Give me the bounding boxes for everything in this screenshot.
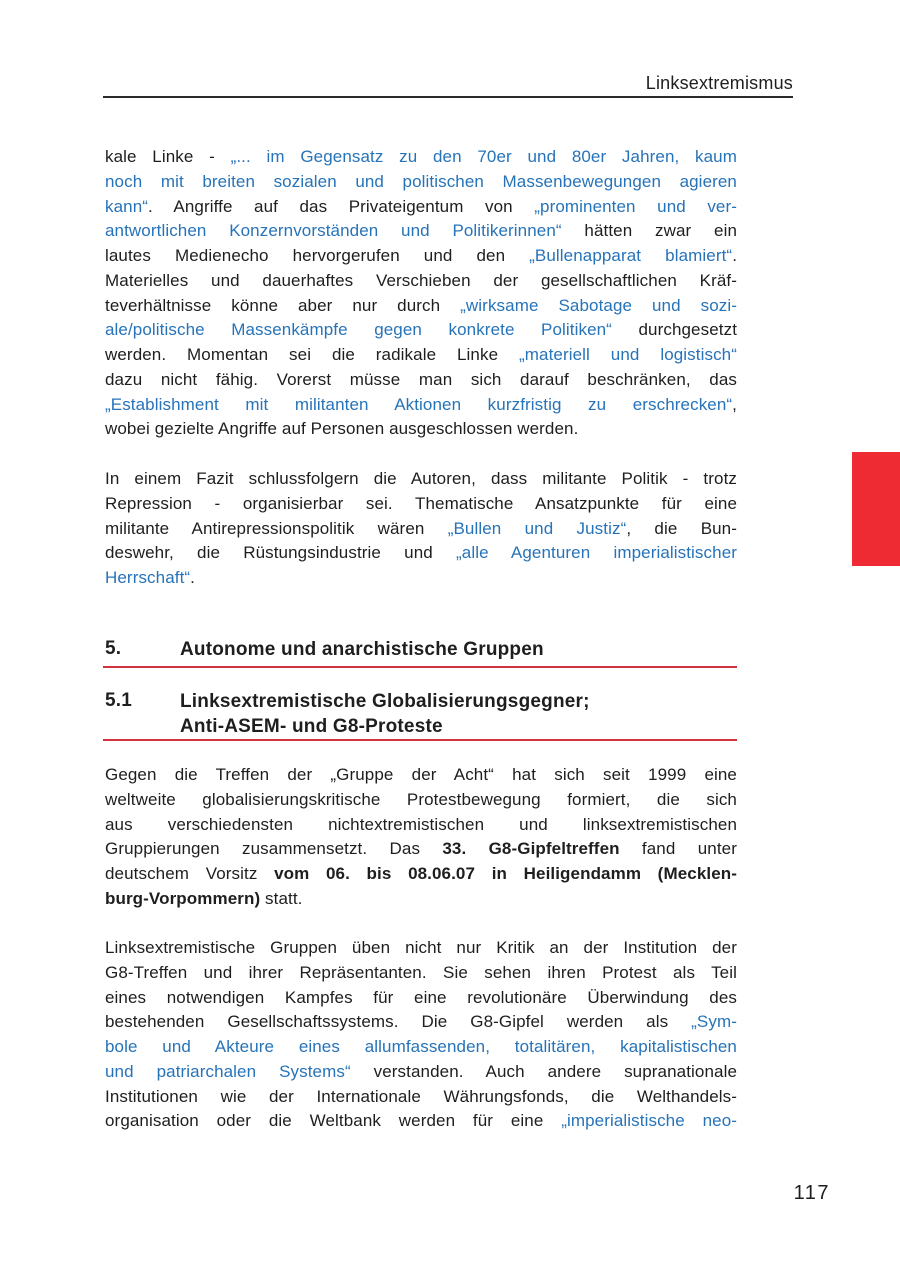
body-text: Materielles und dauerhaftes Verschieben der gesellschaftlichen Kräf-: [105, 270, 737, 290]
body-text: militante Antirepressionspolitik wären: [105, 518, 448, 538]
text-line: [105, 393, 737, 418]
section-title: [180, 690, 737, 739]
quoted-text: ale/politische Massenkämpfe gegen konkrete Politiken“: [105, 320, 612, 340]
text-line: [105, 343, 737, 368]
body-text: deswehr, die Rüstungsindustrie und: [105, 543, 457, 563]
page-number: 117: [793, 1182, 830, 1204]
text-line: [105, 467, 737, 492]
body-text: verstanden. Auch andere supranationale: [350, 1061, 737, 1081]
body-text: . Angriffe auf das Privateigentum von: [148, 196, 535, 216]
text-line: [105, 887, 737, 912]
body-text: hätten zwar ein: [561, 221, 737, 241]
body-text: lautes Medienecho hervorgerufen und den: [105, 246, 530, 265]
body-text: durchgesetzt: [611, 320, 737, 340]
body-text: deutschem Vorsitz: [105, 864, 275, 883]
body-text: werden. Momentan sei die radikale Linke: [105, 345, 520, 364]
quoted-text: „wirksame Sabotage und sozi-: [460, 295, 737, 315]
body-text: eines notwendigen Kampfes für eine revolutionäre Überwindung des: [105, 987, 737, 1007]
section-underline: [103, 739, 737, 741]
text-line: [105, 170, 737, 195]
bold-text: burg-Vorpommern): [105, 888, 261, 908]
text-line: [105, 417, 737, 442]
chapter-tab-marker: [852, 452, 900, 566]
body-text: dazu nicht fähig. Vorerst müsse man sich darauf beschränken, das: [105, 369, 737, 389]
quoted-text: „materiell und logistisch“: [519, 345, 737, 364]
body-text: fand unter: [619, 839, 737, 859]
quoted-text: „Bullen und Justiz“: [447, 518, 627, 538]
body-text: Linksextremistische Gruppen üben nicht nur Kritik an der Institution der: [105, 938, 737, 957]
body-text: G8-Treffen und ihrer Repräsentanten. Sie sehen ihren Protest als Teil: [105, 962, 737, 982]
body-text: organisation oder die Weltbank werden für eine: [105, 1111, 562, 1131]
section-title: [180, 638, 737, 663]
section-number: 5.1: [105, 690, 133, 711]
quoted-text: antwortlichen Konzernvorständen und Politikerinnen“: [105, 221, 562, 241]
body-text: In einem Fazit schlussfolgern die Autoren, dass militante Politik - trotz: [105, 469, 737, 488]
text-line: [105, 269, 737, 294]
text-line: [105, 294, 737, 319]
body-paragraph: [105, 145, 737, 442]
quoted-text: „imperialistische neo-: [561, 1111, 737, 1131]
body-text: bestehenden Gesellschaftssystems. Die G8-Gipfel werden als: [105, 1012, 692, 1032]
text-line: [105, 1035, 737, 1060]
body-text: Institutionen wie der Internationale Währungsfonds, die Welthandels-: [105, 1086, 737, 1106]
quoted-text: Herrschaft“: [105, 568, 191, 587]
section-title-line: Linksextremistische Globalisierungsgegner;: [180, 691, 590, 712]
text-line: [105, 368, 737, 393]
text-line: [105, 788, 737, 813]
text-line: [105, 541, 737, 566]
body-text: Gegen die Treffen der „Gruppe der Acht“ hat sich seit 1999 eine: [105, 765, 737, 784]
text-line: [105, 517, 737, 542]
section-heading: [105, 690, 737, 739]
text-line: [105, 318, 737, 343]
section-heading: [105, 638, 737, 663]
text-line: [105, 837, 737, 862]
quoted-text: „Bullenapparat blamiert“: [529, 246, 733, 265]
text-line: [105, 566, 737, 591]
section-title-line: Autonome und anarchistische Gruppen: [180, 639, 544, 660]
text-line: [105, 862, 737, 887]
body-text: , die Bun-: [626, 518, 737, 538]
body-text: weltweite globalisierungskritische Protestbewegung formiert, die sich: [105, 789, 737, 809]
text-line: [105, 1010, 737, 1035]
quoted-text: „Sym-: [691, 1012, 737, 1032]
quoted-text: „... im Gegensatz zu den 70er und 80er Jahren, kaum: [230, 147, 737, 166]
body-text: ,: [732, 394, 737, 414]
body-text: .: [190, 568, 195, 587]
body-text: statt.: [260, 888, 303, 908]
quoted-text: noch mit breiten sozialen und politischen Massenbewegungen agieren: [105, 171, 737, 191]
bold-text: 33. G8-Gipfeltreffen: [442, 839, 620, 859]
text-line: [105, 145, 737, 170]
body-paragraph: [105, 763, 737, 912]
quoted-text: bole und Akteure eines allumfassenden, totalitären, kapitalistischen: [105, 1037, 737, 1056]
body-text: kale Linke -: [105, 147, 231, 166]
body-text: .: [732, 246, 737, 265]
quoted-text: und patriarchalen Systems“: [105, 1061, 351, 1081]
text-line: [105, 961, 737, 986]
body-paragraph: [105, 467, 737, 591]
section-number: 5.: [105, 638, 122, 659]
running-header: Linksextremismus: [645, 73, 793, 93]
text-line: [105, 1109, 737, 1134]
text-line: [105, 492, 737, 517]
body-text: Repression - organisierbar sei. Thematische Ansatzpunkte für eine: [105, 493, 737, 513]
text-line: [105, 986, 737, 1011]
body-text: wobei gezielte Angriffe auf Personen ausgeschlossen werden.: [105, 419, 579, 439]
header-rule: [103, 96, 793, 98]
quoted-text: „alle Agenturen imperialistischer: [456, 543, 737, 563]
body-text: Gruppierungen zusammensetzt. Das: [105, 839, 443, 859]
section-underline: [103, 666, 737, 668]
text-line: [105, 244, 737, 269]
text-line: [105, 813, 737, 838]
bold-text: vom 06. bis 08.06.07 in Heiligendamm (Mecklen-: [274, 864, 737, 883]
text-line: [105, 195, 737, 220]
text-line: [105, 1060, 737, 1085]
body-paragraph: [105, 936, 737, 1134]
body-text: teverhältnisse könne aber nur durch: [105, 295, 461, 315]
text-line: [105, 763, 737, 788]
text-line: [105, 219, 737, 244]
text-line: [105, 1085, 737, 1110]
body-text: aus verschiedensten nichtextremistischen und linksextremistischen: [105, 814, 737, 834]
quoted-text: kann“: [105, 196, 149, 216]
section-title-line: Anti-ASEM- und G8-Proteste: [180, 715, 443, 737]
quoted-text: „prominenten und ver-: [534, 196, 737, 216]
text-line: [105, 936, 737, 961]
quoted-text: „Establishment mit militanten Aktionen kurzfristig zu erschrecken“: [105, 394, 733, 414]
